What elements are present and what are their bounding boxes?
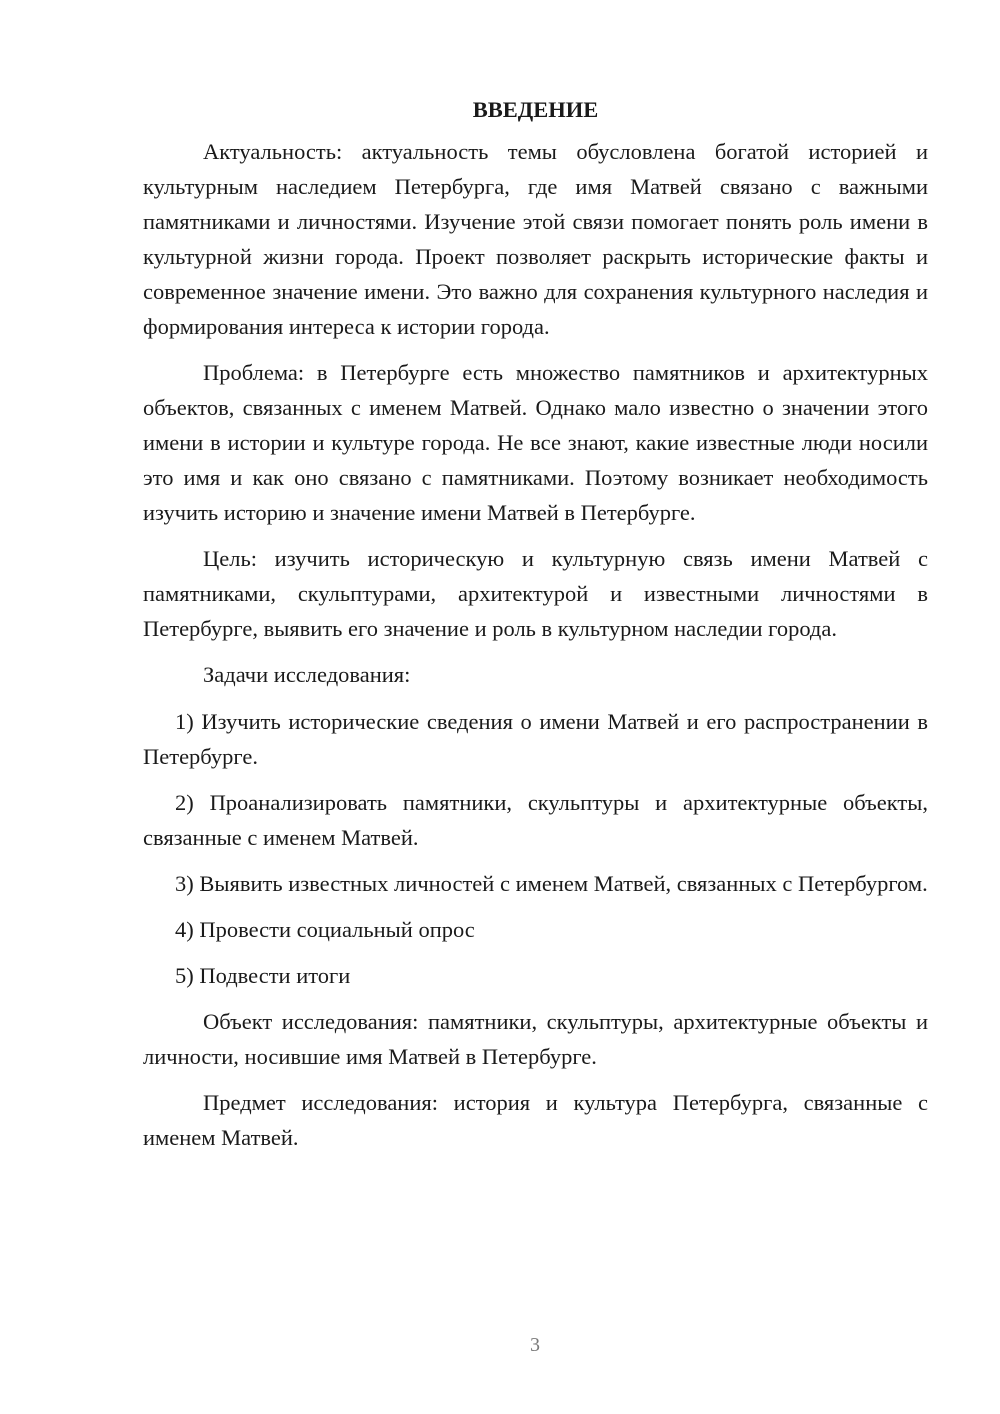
task-item-5: 5) Подвести итоги [175,963,351,988]
task-item-1: 1) Изучить исторические сведения о имени Матвей и его распространении в Петербурге. [143,709,928,769]
tasks-heading: Задачи исследования: [203,662,411,687]
section-title: ВВЕДЕНИЕ [472,97,599,122]
paragraph-object: Объект исследования: памятники, скульптуры, архитектурные объекты и личности, носившие имя Матвей в Петербурге. [143,1009,928,1069]
paragraph-relevance: Актуальность: актуальность темы обусловлена богатой историей и культурным наследием Петербурга, где имя Матвей связано с важными памятниками и личностями. Изучение этой связи помогает понять роль имени в культурной жизни города. Проект позволяет раскрыть исторические факты и современное значение имени. Это важно для сохранения культурного наследия и формирования интереса к истории города. [143,139,928,339]
paragraph-goal: Цель: изучить историческую и культурную связь имени Матвей с памятниками, скульптурами, архитектурой и известными личностями в Петербурге, выявить его значение и роль в культурном наследии города. [143,546,928,641]
paragraph-subject: Предмет исследования: история и культура Петербурга, связанные с именем Матвей. [143,1090,928,1150]
document-page [143,92,928,1166]
page-number: 3 [530,1334,540,1356]
task-item-3: 3) Выявить известных личностей с именем Матвей, связанных с Петербургом. [175,871,928,896]
paragraph-problem: Проблема: в Петербурге есть множество памятников и архитектурных объектов, связанных с именем Матвей. Однако мало известно о значении этого имени в истории и культуре города. Не все знают, какие известные люди носили это имя и как оно связано с памятниками. Поэтому возникает необходимость изучить историю и значение имени Матвей в Петербурге. [143,360,928,525]
task-item-4: 4) Провести социальный опрос [175,917,475,942]
task-item-2: 2) Проанализировать памятники, скульптуры и архитектурные объекты, связанные с именем Матвей. [143,790,928,850]
